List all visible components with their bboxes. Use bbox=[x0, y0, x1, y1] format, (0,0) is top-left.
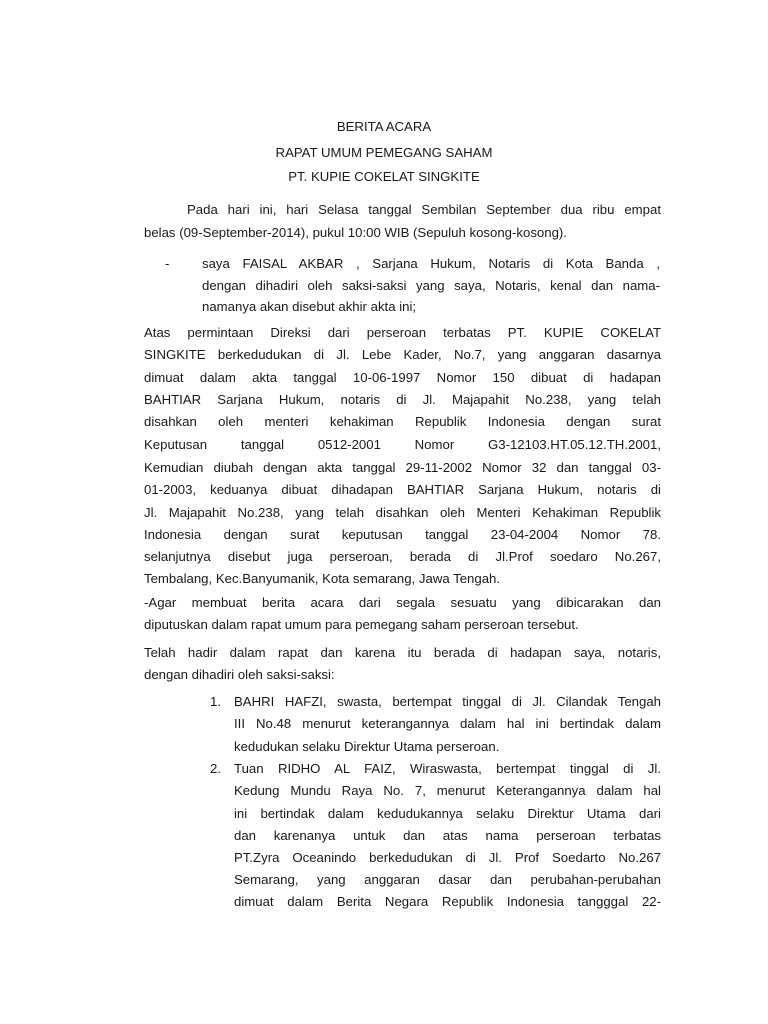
document-title-line-3: PT. KUPIE COKELAT SINGKITE bbox=[288, 169, 480, 184]
appearer-line-1: saya FAISAL AKBAR , Sarjana Hukum, Notaris di Kota Banda , bbox=[202, 256, 660, 271]
attendee-2-number: 2. bbox=[210, 761, 221, 776]
request-line-11: selanjutnya disebut juga perseroan, berada di Jl.Prof soedaro No.267, bbox=[144, 549, 661, 564]
attendee-2-line-2: Kedung Mundu Raya No. 7, menurut Keterangannya dalam hal bbox=[234, 783, 661, 798]
attendee-1-line-3: kedudukan selaku Direktur Utama perseroan. bbox=[234, 739, 500, 754]
attendee-2-line-4: dan karenanya untuk dan atas nama perseroan terbatas bbox=[234, 828, 661, 843]
request-line-1: Atas permintaan Direksi dari perseroan terbatas PT. KUPIE COKELAT bbox=[144, 325, 661, 340]
purpose-line-1: -Agar membuat berita acara dari segala sesuatu yang dibicarakan dan bbox=[144, 595, 661, 610]
attendee-1-line-2: III No.48 menurut keterangannya dalam hal ini bertindak dalam bbox=[234, 716, 661, 731]
attendee-2-line-3: ini bertindak dalam kedudukannya selaku Direktur Utama dari bbox=[234, 806, 661, 821]
request-line-9: Jl. Majapahit No.238, yang telah disahkan oleh Menteri Kehakiman Republik bbox=[144, 505, 661, 520]
present-line-1: Telah hadir dalam rapat dan karena itu berada di hadapan saya, notaris, bbox=[144, 645, 661, 660]
attendee-2-line-7: dimuat dalam Berita Negara Republik Indonesia tangggal 22- bbox=[234, 894, 661, 909]
attendee-1-line-1: BAHRI HAFZI, swasta, bertempat tinggal di Jl. Cilandak Tengah bbox=[234, 694, 661, 709]
document-title-line-1: BERITA ACARA bbox=[336, 119, 432, 134]
present-line-2: dengan dihadiri oleh saksi-saksi: bbox=[144, 667, 335, 682]
attendee-1-number: 1. bbox=[210, 694, 221, 709]
request-line-12: Tembalang, Kec.Banyumanik, Kota semarang, Jawa Tengah. bbox=[144, 571, 501, 586]
document-title-line-2: RAPAT UMUM PEMEGANG SAHAM bbox=[275, 145, 493, 160]
attendee-2-line-1: Tuan RIDHO AL FAIZ, Wiraswasta, bertempat tinggal di Jl. bbox=[234, 761, 661, 776]
appearer-dash: - bbox=[165, 256, 170, 271]
appearer-line-3: namanya akan disebut akhir akta ini; bbox=[202, 299, 417, 314]
request-line-8: 01-2003, keduanya dibuat dihadapan BAHTIAR Sarjana Hukum, notaris di bbox=[144, 482, 661, 497]
request-line-10: Indonesia dengan surat keputusan tanggal 23-04-2004 Nomor 78. bbox=[144, 527, 661, 542]
purpose-line-2: diputuskan dalam rapat umum para pemegang saham perseroan tersebut. bbox=[144, 617, 579, 632]
attendee-2-line-6: Semarang, yang anggaran dasar dan perubahan-perubahan bbox=[234, 872, 661, 887]
request-line-2: SINGKITE berkedudukan di Jl. Lebe Kader, No.7, yang anggaran dasarnya bbox=[144, 347, 661, 362]
request-line-7: Kemudian diubah dengan akta tanggal 29-11-2002 Nomor 32 dan tanggal 03- bbox=[144, 460, 661, 475]
opening-line-1: Pada hari ini, hari Selasa tanggal Sembilan September dua ribu empat bbox=[187, 202, 661, 217]
request-line-6: Keputusan tanggal 0512-2001 Nomor G3-12103.HT.05.12.TH.2001, bbox=[144, 437, 661, 452]
request-line-3: dimuat dalam akta tanggal 10-06-1997 Nomor 150 dibuat di hadapan bbox=[144, 370, 661, 385]
opening-line-2: belas (09-September-2014), pukul 10:00 WIB (Sepuluh kosong-kosong). bbox=[144, 225, 567, 240]
request-line-5: disahkan oleh menteri kehakiman Republik Indonesia dengan surat bbox=[144, 414, 661, 429]
appearer-line-2: dengan dihadiri oleh saksi-saksi yang saya, Notaris, kenal dan nama- bbox=[202, 278, 660, 293]
attendee-2-line-5: PT.Zyra Oceanindo berkedudukan di Jl. Prof Soedarto No.267 bbox=[234, 850, 661, 865]
request-line-4: BAHTIAR Sarjana Hukum, notaris di Jl. Majapahit No.238, yang telah bbox=[144, 392, 661, 407]
